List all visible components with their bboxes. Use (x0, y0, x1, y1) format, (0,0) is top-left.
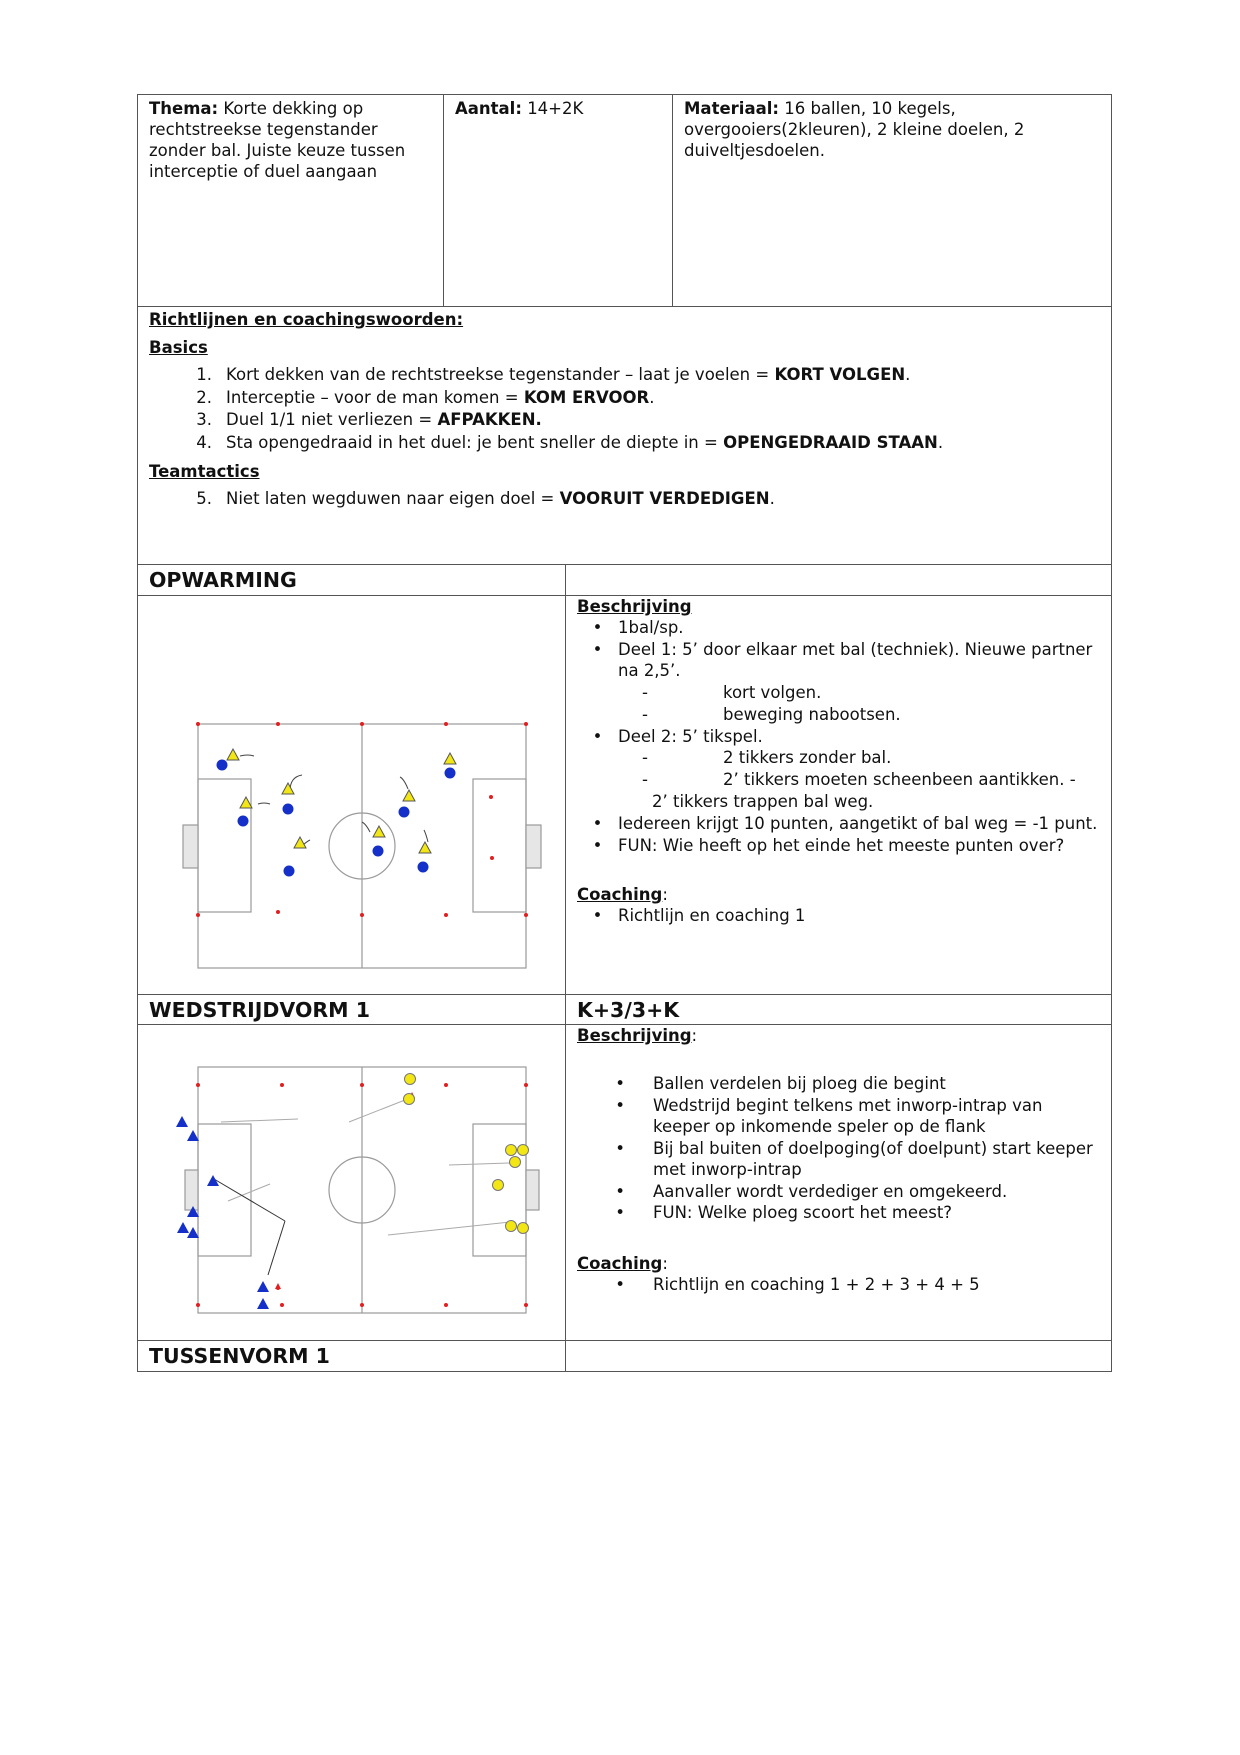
blue-player (257, 1281, 269, 1292)
cone (490, 856, 494, 860)
yellow-player (419, 842, 431, 853)
guidelines-title: Richtlijnen en coachingswoorden: (149, 310, 464, 329)
cone (444, 1303, 448, 1307)
aantal-text: 14+2K (527, 99, 584, 118)
opwarming-diagram-cell (138, 596, 566, 995)
materiaal-cell (673, 95, 1112, 307)
tussenvorm-title: TUSSENVORM 1 (149, 1344, 330, 1368)
list-item: • Deel 2: 5’ tikspel. (592, 726, 763, 746)
training-table (137, 94, 1112, 1372)
opwarming-field-diagram (138, 596, 565, 990)
wedstrijdvorm-coaching-heading: Coaching: (577, 1253, 668, 1273)
cone (196, 722, 200, 726)
cone (489, 795, 493, 799)
basics-item: 1. Kort dekken van de rechtstreekse tegenstander – laat je voelen = KORT VOLGEN. (196, 365, 911, 384)
list-item: • 1bal/sp. (592, 618, 684, 637)
yellow-player (373, 826, 385, 837)
yellow-player (282, 783, 294, 794)
basics-item: 3. Duel 1/1 niet verliezen = AFPAKKEN. (196, 410, 542, 429)
opwarming-list (577, 617, 1101, 682)
guidelines-cell (138, 307, 1112, 565)
blue-player (177, 1222, 189, 1233)
yellow-player (518, 1145, 529, 1156)
pass-lines (221, 1098, 510, 1235)
run-lines (214, 1179, 285, 1275)
blue-players (217, 760, 456, 877)
thema-label: Thema: (149, 99, 219, 118)
sub-item: 2’ tikkers trappen bal weg. (652, 792, 874, 811)
cone (444, 722, 448, 726)
yellow-players (404, 1074, 529, 1234)
blue-player (399, 807, 410, 818)
thema-text: Korte dekking op rechtstreekse tegenstander zonder bal. Juiste keuze tussen interceptie of duel aangaan (149, 99, 406, 181)
opwarming-title: OPWARMING (149, 568, 297, 592)
cone (196, 913, 200, 917)
materiaal-text: 16 ballen, 10 kegels, overgooiers(2kleuren), 2 kleine doelen, 2 duiveltjesdoelen. (684, 99, 1025, 160)
blue-player (176, 1116, 188, 1127)
blue-player (187, 1227, 199, 1238)
blue-player (445, 768, 456, 779)
cone (360, 722, 364, 726)
sub-item: - 2’ tikkers moeten scheenbeen aantikken. - (642, 770, 1076, 789)
basics-list (149, 364, 1101, 454)
cone (524, 1083, 528, 1087)
cone (280, 1303, 284, 1307)
wedstrijdvorm-beschrijving-heading: Beschrijving: (577, 1026, 698, 1045)
cone (196, 1303, 200, 1307)
opwarming-coaching-heading: Coaching: (577, 885, 668, 904)
opwarming-beschrijving-label: Beschrijving (577, 597, 692, 616)
yellow-player (444, 753, 456, 764)
yellow-player (404, 1094, 415, 1105)
thema-cell (138, 95, 444, 307)
aantal-label: Aantal: (455, 99, 522, 118)
list-item: • FUN: Welke ploeg scoort het meest? (615, 1203, 953, 1222)
cone (280, 1083, 284, 1087)
yellow-player (510, 1157, 521, 1168)
list-item: • Richtlijn en coaching 1 (592, 906, 806, 925)
list-item: • Wedstrijd begint telkens met inworp-intrap van keeper op inkomende speler op de flank (615, 1095, 1043, 1136)
training-sheet (137, 94, 1111, 1372)
teamtactics-item: 5. Niet laten wegduwen naar eigen doel = VOORUIT VERDEDIGEN. (196, 489, 775, 508)
blue-player (418, 862, 429, 873)
yellow-player (493, 1180, 504, 1191)
wedstrijdvorm-text-cell (566, 1025, 1112, 1341)
teamtactics-title: Teamtactics (149, 462, 260, 481)
list-item: • Richtlijn en coaching 1 + 2 + 3 + 4 + 5 (615, 1274, 980, 1294)
yellow-players (227, 749, 456, 853)
cone (196, 1083, 200, 1087)
sub-item: - beweging nabootsen. (642, 704, 901, 724)
blue-player (257, 1298, 269, 1309)
materiaal-label: Materiaal: (684, 99, 779, 118)
wedstrijdvorm-list (577, 1073, 1101, 1224)
cone (444, 913, 448, 917)
cone (444, 1083, 448, 1087)
yellow-player (506, 1145, 517, 1156)
blue-player (217, 760, 228, 771)
wedstrijdvorm-right-cell (566, 995, 1112, 1025)
list-item: • Deel 1: 5’ door elkaar met bal (techniek). Nieuwe partner na 2,5’. (592, 639, 1093, 680)
cone (276, 910, 280, 914)
opwarming-title-cell (138, 565, 566, 596)
list-item: • Bij bal buiten of doelpoging(of doelpunt) start keeper met inworp-intrap (615, 1138, 1093, 1179)
opwarming-text-cell (566, 596, 1112, 995)
yellow-player (403, 790, 415, 801)
teamtactics-list (149, 488, 1101, 511)
cone (276, 722, 280, 726)
yellow-player (506, 1221, 517, 1232)
blue-player (283, 804, 294, 815)
cone (360, 1083, 364, 1087)
tussenvorm-title-cell (138, 1341, 566, 1372)
list-item: • FUN: Wie heeft op het einde het meeste punten over? (592, 835, 1065, 855)
blue-player (238, 816, 249, 827)
yellow-player (518, 1223, 529, 1234)
cone (524, 722, 528, 726)
basics-title: Basics (149, 338, 208, 357)
yellow-player (240, 797, 252, 808)
red-markers (275, 1092, 415, 1289)
aantal-cell (444, 95, 673, 307)
wedstrijdvorm-format: K+3/3+K (577, 998, 680, 1022)
list-item: • Ballen verdelen bij ploeg die begint (615, 1074, 946, 1093)
movement-arrows (240, 755, 428, 846)
blue-player (373, 846, 384, 857)
list-item: • Aanvaller wordt verdediger en omgekeerd. (615, 1181, 1008, 1201)
cone (360, 1303, 364, 1307)
yellow-player (294, 837, 306, 848)
blue-players (176, 1116, 269, 1309)
opwarming-right-cell (566, 565, 1112, 596)
yellow-player (227, 749, 239, 760)
sub-item: - kort volgen. (642, 682, 822, 702)
cone (524, 1303, 528, 1307)
wedstrijdvorm-field-diagram (138, 1025, 565, 1336)
basics-item: 2. Interceptie – voor de man komen = KOM ERVOOR. (196, 387, 655, 407)
blue-player (284, 866, 295, 877)
tussenvorm-right-cell (566, 1341, 1112, 1372)
cone (524, 913, 528, 917)
wedstrijdvorm-title: WEDSTRIJDVORM 1 (149, 998, 370, 1022)
sub-item: - 2 tikkers zonder bal. (642, 748, 892, 767)
yellow-player (405, 1074, 416, 1085)
blue-player (187, 1130, 199, 1141)
cone (360, 913, 364, 917)
red-marker (275, 1283, 281, 1289)
basics-item: 4. Sta opengedraaid in het duel: je bent sneller de diepte in = OPENGEDRAAID STAAN. (196, 432, 944, 452)
wedstrijdvorm-title-cell (138, 995, 566, 1025)
wedstrijdvorm-diagram-cell (138, 1025, 566, 1341)
list-item: • Iedereen krijgt 10 punten, aangetikt of bal weg = -1 punt. (592, 814, 1098, 833)
